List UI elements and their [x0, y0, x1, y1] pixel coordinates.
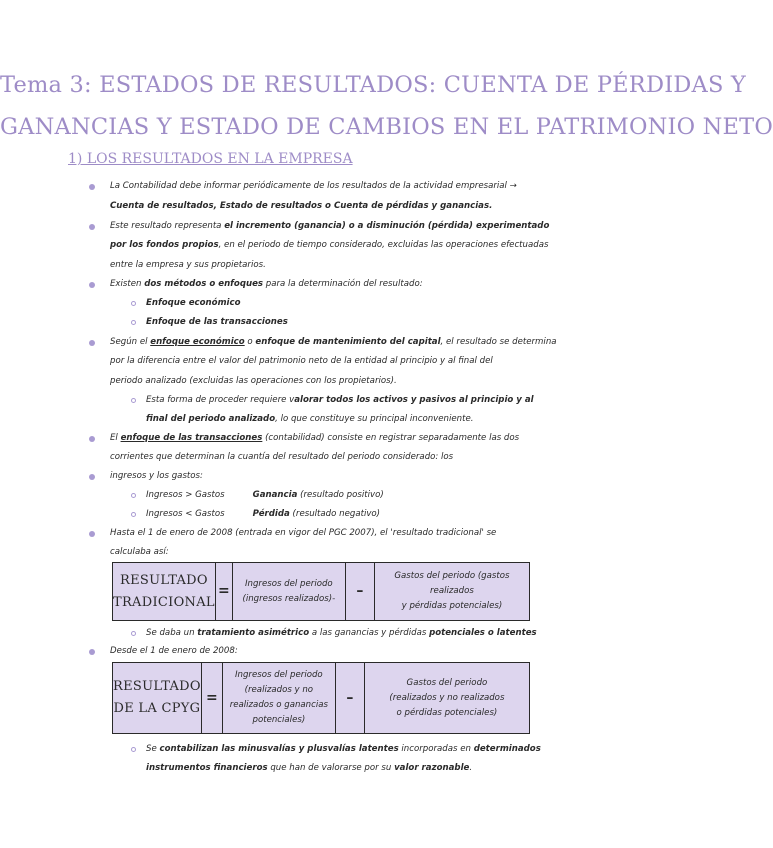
box1-minus: –: [345, 563, 374, 621]
bullet-1-line-1: La Contabilidad debe informar periódicamente de los resultados de la actividad empresarial →: [110, 177, 517, 196]
formula-box-cpyg: [112, 662, 530, 734]
bullet-5-line-2: corrientes que determinan la cuantía del resultado del periodo considerado: los: [110, 452, 454, 462]
bullet-7-sub-line-1: Se contabilizan las minusvalías y plusvalías latentes incorporadas en determinados: [146, 740, 541, 759]
box2-minus: –: [335, 663, 364, 734]
bullet-5-line-3: ingresos y los gastos:: [110, 467, 203, 486]
bullet-2-line-1: Este resultado representa el incremento (ganancia) o a disminución (pérdida) experimentado: [110, 217, 549, 236]
box1-head: RESULTADO TRADICIONAL: [113, 563, 216, 621]
box2-head: RESULTADO DE LA CPYG: [113, 663, 202, 734]
bullet-6-sub: Se daba un tratamiento asimétrico a las ganancias y pérdidas potenciales o latentes: [146, 624, 537, 643]
bullet-2-line-2: por los fondos propios, en el periodo de tiempo considerado, excluidas las operaciones efectuadas: [110, 240, 549, 250]
bullet-3-sub-2: Enfoque de las transacciones: [146, 313, 288, 332]
bullet-2-line-3: entre la empresa y sus propietarios.: [110, 260, 266, 270]
box1-expenses: Gastos del periodo (gastos realizados y pérdidas potenciales): [374, 563, 529, 621]
formula-box-traditional: [112, 562, 530, 621]
bullet-1-line-2: Cuenta de resultados, Estado de resultados o Cuenta de pérdidas y ganancias.: [110, 201, 493, 211]
bullet-5-line-1: El enfoque de las transacciones (contabilidad) consiste en registrar separadamente las dos: [110, 429, 519, 448]
box1-income: Ingresos del periodo (ingresos realizados)-: [232, 563, 345, 621]
bullet-4-line-1: Según el enfoque económico o enfoque de mantenimiento del capital, el resultado se determina: [110, 333, 557, 352]
box2-expenses: Gastos del periodo (realizados y no realizados o pérdidas potenciales): [364, 663, 529, 734]
bullet-7-sub-line-2: instrumentos financieros que han de valorarse por su valor razonable.: [146, 763, 473, 773]
bullet-3-sub-1: Enfoque económico: [146, 294, 240, 313]
bullet-4-line-3: periodo analizado (excluidas las operaciones con los propietarios).: [110, 376, 397, 386]
box2-income: Ingresos del periodo (realizados y no realizados o ganancias potenciales): [222, 663, 335, 734]
bullet-3: Existen dos métodos o enfoques para la determinación del resultado:: [110, 275, 423, 294]
bullet-4-sub-line-2: final del periodo analizado, lo que constituye su principal inconveniente.: [146, 414, 474, 424]
title-line-2: GANANCIAS Y ESTADO DE CAMBIOS EN EL PATRIMONIO NETO: [0, 114, 773, 140]
bullet-4-line-2: por la diferencia entre el valor del patrimonio neto de la entidad al principio y al final del: [110, 356, 493, 366]
bullet-5-sub-2: Ingresos < Gastos Pérdida (resultado negativo): [146, 505, 380, 524]
title-line-1: Tema 3: ESTADOS DE RESULTADOS: CUENTA DE PÉRDIDAS Y: [0, 72, 746, 98]
bullet-6-line-1: Hasta el 1 de enero de 2008 (entrada en vigor del PGC 2007), el 'resultado tradicional' se: [110, 524, 496, 543]
box2-equals: =: [201, 663, 222, 734]
bullet-4-sub-line-1: Esta forma de proceder requiere valorar todos los activos y pasivos al principio y al: [146, 391, 534, 410]
bullet-7: Desde el 1 de enero de 2008:: [110, 642, 238, 661]
section-heading: 1) LOS RESULTADOS EN LA EMPRESA: [68, 151, 353, 167]
box1-equals: =: [215, 563, 232, 621]
bullet-6-line-2: calculaba así:: [110, 547, 169, 557]
bullet-5-sub-1: Ingresos > Gastos Ganancia (resultado positivo): [146, 486, 384, 505]
